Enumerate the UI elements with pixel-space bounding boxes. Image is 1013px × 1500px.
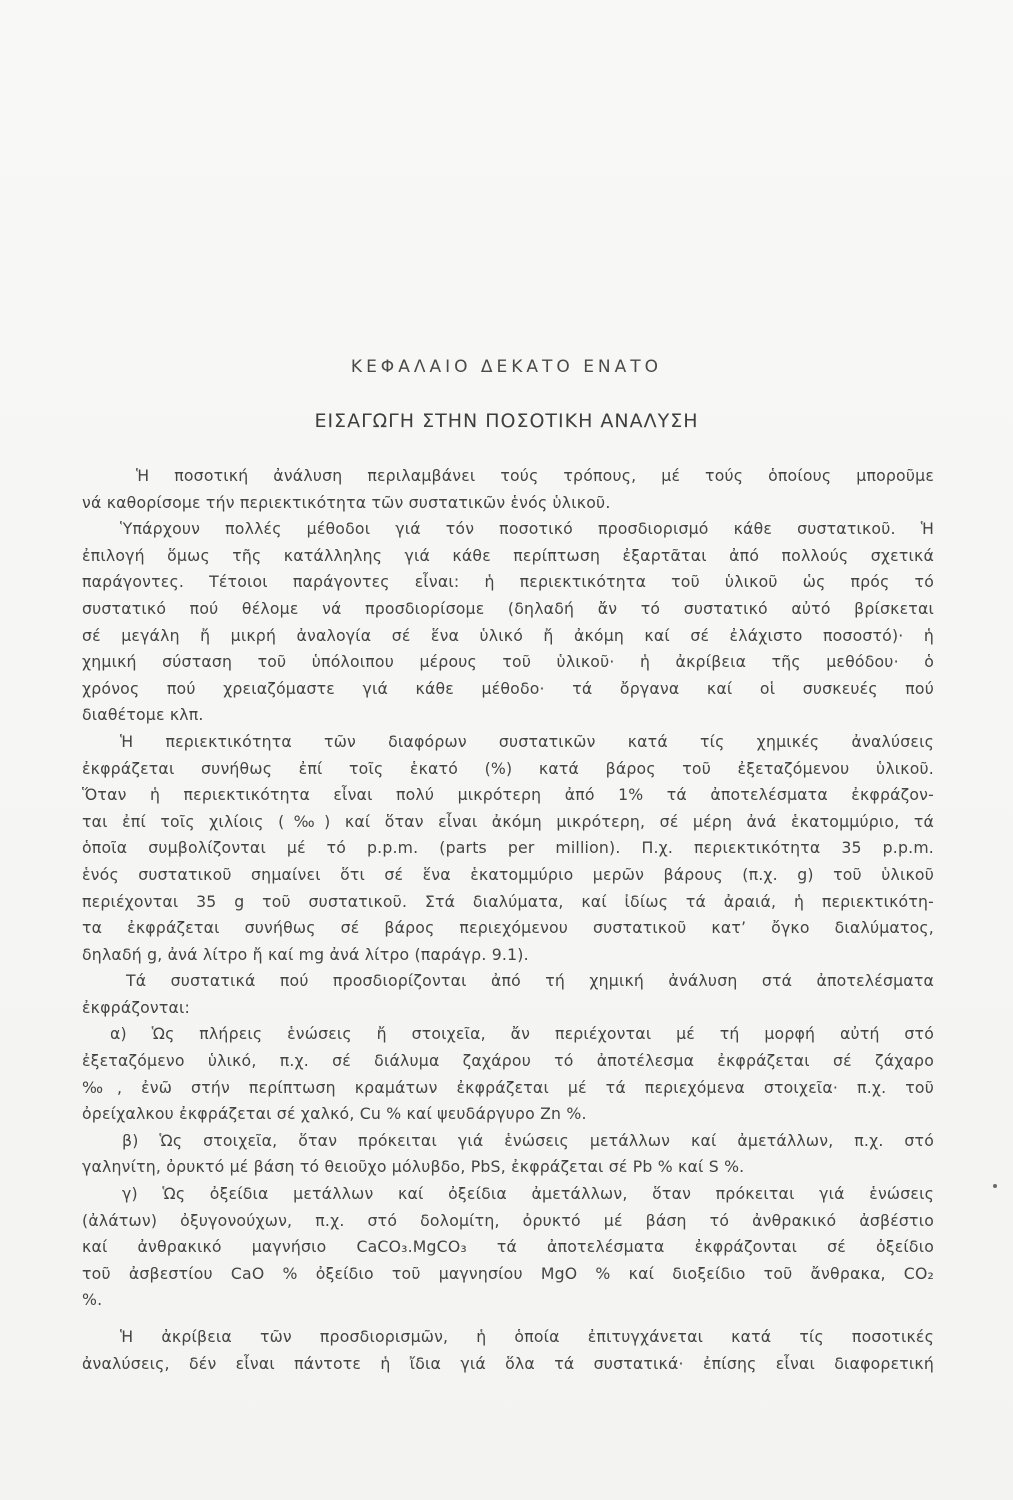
text-line: ἑνός συστατικοῦ σημαίνει ὅτι σέ ἕνα ἑκατομμύριο μερῶν βάρους (π.χ. g) τοῦ ὑλικοῦ xyxy=(82,864,934,884)
chapter-heading: ΚΕΦΑΛΑΙΟ ΔΕΚΑΤΟ ΕΝΑΤΟ xyxy=(350,357,663,377)
margin-speck xyxy=(993,1184,997,1188)
text-line: Ἡ περιεκτικότητα τῶν διαφόρων συστατικῶν κατά τίς χημικές ἀναλύσεις xyxy=(120,731,934,751)
text-line: (ἀλάτων) ὀξυγονούχων, π.χ. στό δολομίτη, ὀρυκτό μέ βάση τό ἀνθρακικό ἀσβέστιο xyxy=(82,1210,934,1230)
text-line: ἐξεταζόμενο ὑλικό, π.χ. σέ διάλυμα ζαχάρου τό ἀποτέλεσμα ἐκφράζεται σέ ζάχαρο xyxy=(82,1051,934,1071)
text-line: Ἡ ἀκρίβεια τῶν προσδιορισμῶν, ἡ ὁποία ἐπιτυγχάνεται κατά τίς ποσοτικές xyxy=(120,1327,934,1346)
text-line: ἐκφράζονται: xyxy=(82,997,191,1017)
text-line: ται ἐπί τοῖς χιλίοις (‰) καί ὅταν εἶναι ἀκόμη μικρότερη, σέ μέρη ἀνά ἑκατομμύριο, τά xyxy=(82,811,934,831)
text-line: σέ μεγάλη ἤ μικρή ἀναλογία σέ ἕνα ὑλικό ἤ ἀκόμη καί σέ ἐλάχιστο ποσοστό)· ἡ xyxy=(82,625,934,645)
text-line: καί ἀνθρακικό μαγνήσιο CaCO₃.MgCO₃ τά ἀποτελέσματα ἐκφράζονται σέ ὀξείδιο xyxy=(82,1237,934,1257)
text-line: ἀναλύσεις, δέν εἶναι πάντοτε ἡ ἴδια γιά ὅλα τά συστατικά· ἐπίσης εἶναι διαφορετική xyxy=(82,1353,934,1373)
text-line: γαληνίτη, ὀρυκτό μέ βάση τό θειοῦχο μόλυβδο, PbS, ἐκφράζεται σέ Pb % καί S %. xyxy=(82,1157,745,1177)
text-line: α) Ὡς πλήρεις ἑνώσεις ἤ στοιχεῖα, ἄν περιέχονται μέ τή μορφή αὐτή στό xyxy=(110,1024,934,1044)
text-line: ἐκφράζεται συνήθως ἐπί τοῖς ἑκατό (%) κατά βάρος τοῦ ἐξεταζόμενου ὑλικοῦ. xyxy=(82,758,934,778)
text-line: χημική σύσταση τοῦ ὑπόλοιπου μέρους τοῦ ὑλικοῦ· ἡ ἀκρίβεια τῆς μεθόδου· ὁ xyxy=(82,652,934,672)
text-line: συστατικό πού θέλομε νά προσδιορίσομε (δηλαδή ἄν τό συστατικό αὐτό βρίσκεται xyxy=(82,598,934,618)
page-title: ΕΙΣΑΓΩΓΗ ΣΤΗΝ ΠΟΣΟΤΙΚΗ ΑΝΑΛΥΣΗ xyxy=(314,410,699,432)
text-line: διαθέτομε κλπ. xyxy=(82,705,204,725)
text-line: τα ἐκφράζεται συνήθως σέ βάρος περιεχόμενου συστατικοῦ κατ’ ὄγκο διαλύματος, xyxy=(82,918,934,938)
text-line: Ὑπάρχουν πολλές μέθοδοι γιά τόν ποσοτικό προσδιορισμό κάθε συστατικοῦ. Ἡ xyxy=(120,519,934,539)
text-line: ὀρείχαλκου ἐκφράζεται σέ χαλκό, Cu % καί ψευδάργυρο Zn %. xyxy=(82,1104,587,1124)
text-line: δηλαδή g, ἀνά λίτρο ἤ καί mg ἀνά λίτρο (παράγρ. 9.1). xyxy=(82,944,529,964)
text-line: περιέχονται 35 g τοῦ συστατικοῦ. Στά διαλύματα, καί ἰδίως τά ἀραιά, ἡ περιεκτικότη- xyxy=(82,891,934,911)
text-line: Ἡ ποσοτική ἀνάλυση περιλαμβάνει τούς τρόπους, μέ τούς ὁποίους μποροῦμε xyxy=(136,466,934,485)
text-line: Ὅταν ἡ περιεκτικότητα εἶναι πολύ μικρότερη ἀπό 1% τά ἀποτελέσματα ἐκφράζον- xyxy=(82,785,934,805)
text-line: %. xyxy=(82,1290,103,1310)
text-line: παράγοντες. Τέτοιοι παράγοντες εἶναι: ἡ περιεκτικότητα τοῦ ὑλικοῦ ὡς πρός τό xyxy=(82,572,934,592)
text-line: ὁποῖα συμβολίζονται μέ τό p.p.m. (parts per million). Π.χ. περιεκτικότητα 35 p.p.m. xyxy=(82,838,934,858)
text-line: χρόνος πού χρειαζόμαστε γιά κάθε μέθοδο· τά ὄργανα καί οἱ συσκευές πού xyxy=(82,678,934,698)
body-text xyxy=(82,463,934,1377)
text-line: νά καθορίσομε τήν περιεκτικότητα τῶν συστατικῶν ἑνός ὑλικοῦ. xyxy=(82,492,611,512)
text-line: τοῦ ἀσβεστίου CaO % ὀξείδιο τοῦ μαγνησίου MgO % καί διοξείδιο τοῦ ἄνθρακα, CO₂ xyxy=(82,1263,934,1283)
text-line: Τά συστατικά πού προσδιορίζονται ἀπό τή χημική ἀνάλυση στά ἀποτελέσματα xyxy=(126,971,934,991)
text-line: ἐπιλογή ὅμως τῆς κατάλληλης γιά κάθε περίπτωση ἐξαρτᾶται ἀπό πολλούς σχετικά xyxy=(82,545,934,565)
paragraph-gap xyxy=(82,1314,934,1324)
text-line: β) Ὡς στοιχεῖα, ὅταν πρόκειται γιά ἑνώσεις μετάλλων καί ἀμετάλλων, π.χ. στό xyxy=(122,1130,934,1150)
text-line: ‰, ἐνῶ στήν περίπτωση κραμάτων ἐκφράζεται μέ τά περιεχόμενα στοιχεῖα· π.χ. τοῦ xyxy=(82,1077,934,1097)
text-line: γ) Ὡς ὀξείδια μετάλλων καί ὀξείδια ἀμετάλλων, ὅταν πρόκειται γιά ἑνώσεις xyxy=(122,1184,934,1204)
